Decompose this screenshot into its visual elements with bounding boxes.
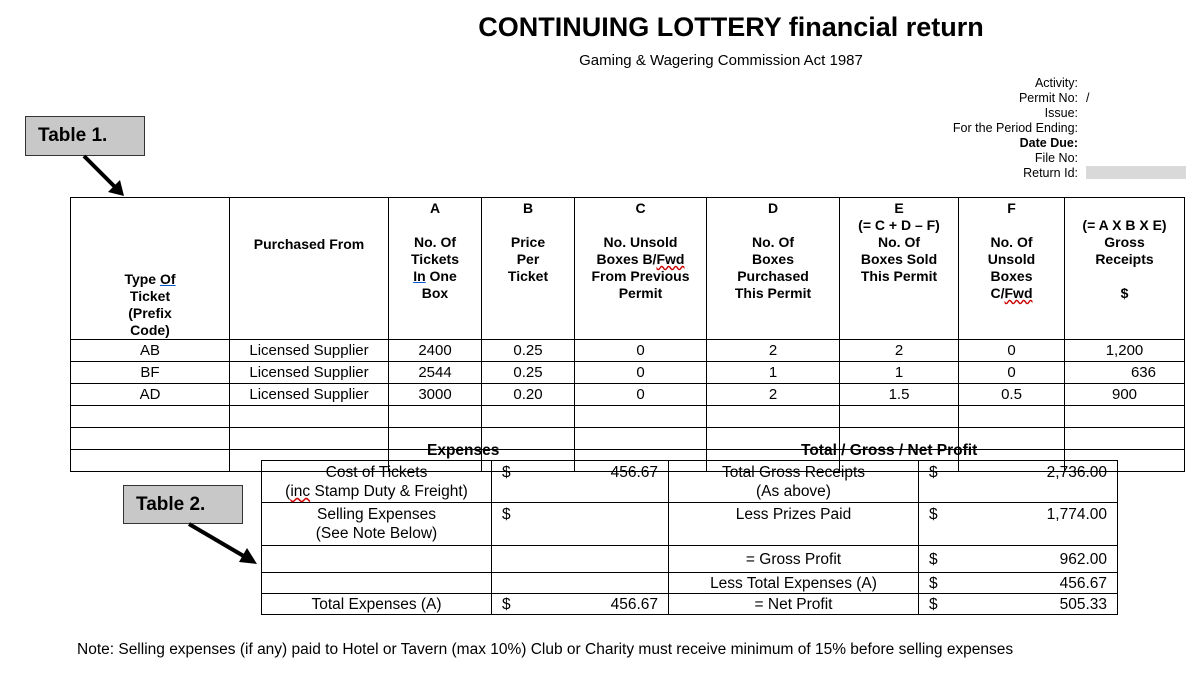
cell-type[interactable]	[71, 450, 230, 472]
label-text: Stamp Duty & Freight)	[310, 483, 468, 500]
label-text: Total Gross Receipts	[722, 464, 865, 481]
label-text: (See Note Below)	[315, 525, 438, 542]
cell-e[interactable]: 1.5	[840, 384, 959, 406]
cell-b[interactable]: 0.25	[482, 362, 575, 384]
cell-type[interactable]: AB	[71, 340, 230, 362]
cell-c[interactable]	[575, 406, 707, 428]
cell-a[interactable]: 2400	[389, 340, 482, 362]
permit-info-panel	[900, 75, 1196, 180]
info-label: Issue:	[1044, 105, 1078, 120]
return-id-field[interactable]	[1086, 166, 1186, 179]
info-value	[1086, 151, 1186, 164]
ticket-summary-table	[70, 197, 1185, 472]
table2-arrow-icon	[185, 520, 261, 568]
header-text: E	[894, 200, 904, 216]
cell-e[interactable]	[840, 406, 959, 428]
header-text: Fwd	[656, 251, 685, 267]
header-purchased-from: Purchased From	[230, 198, 389, 340]
cost-of-tickets-amount: 456.67	[610, 464, 658, 481]
cell-c[interactable]: 0	[575, 362, 707, 384]
header-text: Ticket	[507, 268, 549, 284]
table-row	[71, 384, 1185, 406]
selling-expenses-cell[interactable]	[492, 503, 669, 546]
header-text: Boxes	[990, 268, 1033, 284]
header-text: No. Unsold	[603, 234, 678, 250]
info-label: For the Period Ending:	[952, 120, 1078, 135]
expenses-profit-table	[261, 460, 1118, 615]
header-col-e	[840, 198, 959, 340]
header-text: No. Of	[752, 234, 794, 250]
table-row	[71, 362, 1185, 384]
header-text: Boxes B/	[596, 251, 657, 267]
info-value: /	[1086, 91, 1090, 105]
currency-symbol: $	[929, 595, 938, 613]
table-header-row	[71, 198, 1185, 340]
currency-symbol: $	[929, 464, 938, 481]
cell-c[interactable]	[575, 428, 707, 450]
header-text: Type	[124, 271, 160, 287]
header-text: Box	[421, 285, 449, 301]
selling-expenses-note: Note: Selling expenses (if any) paid to Hotel or Tavern (max 10%) Club or Charity must receive minimum of 15% before selling expenses	[77, 641, 1014, 658]
currency-symbol: $	[502, 464, 511, 481]
less-total-expenses-label: Less Total Expenses (A)	[669, 573, 919, 594]
table-row	[262, 594, 1118, 615]
cell-f[interactable]	[959, 406, 1065, 428]
header-text: One	[425, 268, 457, 284]
label-text: inc	[290, 483, 311, 500]
gross-profit-label: = Gross Profit	[669, 546, 919, 573]
header-text: C	[635, 200, 646, 216]
total-expenses-amount: 456.67	[610, 595, 658, 613]
cell-b[interactable]: 0.25	[482, 340, 575, 362]
cell-d[interactable]: 2	[707, 340, 840, 362]
info-value	[1086, 106, 1186, 119]
info-row-return-id	[900, 165, 1196, 180]
header-col-c	[575, 198, 707, 340]
info-row-date-due	[900, 135, 1196, 150]
page-subtitle: Gaming & Wagering Commission Act 1987	[579, 52, 863, 69]
header-type-of-ticket	[71, 198, 230, 340]
table-row	[262, 573, 1118, 594]
cell-e[interactable]: 1	[840, 362, 959, 384]
info-label: Return Id:	[1023, 165, 1078, 180]
header-text: Price	[510, 234, 546, 250]
header-col-d	[707, 198, 840, 340]
cell-gross[interactable]	[1065, 406, 1185, 428]
header-text: Receipts	[1095, 251, 1154, 267]
header-col-a	[389, 198, 482, 340]
table-row	[262, 503, 1118, 546]
header-col-f	[959, 198, 1065, 340]
currency-symbol: $	[502, 506, 511, 523]
cost-of-tickets-label	[262, 461, 492, 503]
gross-profit-cell[interactable]	[919, 546, 1118, 573]
header-text: Purchased	[737, 268, 809, 284]
cell-purchased-from[interactable]: Licensed Supplier	[230, 384, 389, 406]
info-value	[1086, 136, 1186, 149]
label-text: (As above)	[756, 483, 831, 500]
empty-cell[interactable]	[262, 573, 492, 594]
header-text: Permit	[618, 285, 663, 301]
header-text: Fwd	[1004, 285, 1033, 301]
header-text: No. Of	[878, 234, 920, 250]
empty-cell[interactable]	[492, 546, 669, 573]
label-text: (	[285, 483, 291, 500]
header-text: $	[1120, 285, 1129, 301]
cell-a[interactable]: 3000	[389, 384, 482, 406]
expenses-heading: Expenses	[427, 442, 500, 459]
cell-purchased-from[interactable]	[230, 406, 389, 428]
total-gross-receipts-amount: 2,736.00	[1046, 464, 1107, 481]
cell-gross[interactable]: 636	[1065, 362, 1185, 384]
header-text: Boxes	[751, 251, 795, 267]
info-label: Activity:	[1034, 75, 1078, 90]
header-text: Of	[159, 271, 176, 287]
table-row	[262, 461, 1118, 503]
header-text: Ticket	[129, 288, 171, 304]
header-text: (= C + D – F)	[858, 217, 940, 233]
cell-f[interactable]: 0.5	[959, 384, 1065, 406]
cell-a[interactable]: 2544	[389, 362, 482, 384]
currency-symbol: $	[502, 595, 511, 613]
cost-of-tickets-cell[interactable]	[492, 461, 669, 503]
net-profit-cell[interactable]	[919, 594, 1118, 615]
header-text: In	[413, 268, 426, 284]
cell-d[interactable]: 2	[707, 384, 840, 406]
less-prizes-paid-cell[interactable]	[919, 503, 1118, 546]
header-text: B	[522, 200, 534, 216]
selling-expenses-label	[262, 503, 492, 546]
cell-c[interactable]: 0	[575, 384, 707, 406]
empty-cell[interactable]	[492, 573, 669, 594]
cell-gross[interactable]	[1065, 428, 1185, 450]
header-text: Tickets	[411, 251, 459, 267]
profit-heading: Total / Gross / Net Profit	[801, 442, 978, 459]
cell-gross[interactable]: 1,200	[1065, 340, 1185, 362]
total-gross-receipts-label	[669, 461, 919, 503]
less-prizes-paid-amount: 1,774.00	[1046, 506, 1107, 523]
header-text: (Prefix	[128, 305, 172, 321]
total-expenses-label: Total Expenses (A)	[262, 594, 492, 615]
info-row-period-ending	[900, 120, 1196, 135]
info-label: Date Due:	[1019, 135, 1078, 150]
less-total-expenses-cell[interactable]	[919, 573, 1118, 594]
table-row	[71, 428, 1185, 450]
header-text: No. Of	[414, 234, 456, 250]
info-row-activity	[900, 75, 1196, 90]
cell-c[interactable]: 0	[575, 340, 707, 362]
cell-type[interactable]: BF	[71, 362, 230, 384]
header-text: C/	[990, 285, 1005, 301]
info-row-issue	[900, 105, 1196, 120]
header-text: Unsold	[987, 251, 1036, 267]
currency-symbol: $	[929, 550, 938, 568]
header-text: From Previous	[591, 268, 690, 284]
gross-profit-amount: 962.00	[1059, 550, 1107, 568]
cell-type[interactable]: AD	[71, 384, 230, 406]
cell-purchased-from[interactable]: Licensed Supplier	[230, 340, 389, 362]
header-text: Gross	[1104, 234, 1145, 250]
cell-gross[interactable]: 900	[1065, 384, 1185, 406]
table2-callout: Table 2.	[123, 485, 243, 524]
header-text: F	[1007, 200, 1016, 216]
header-gross-receipts	[1065, 198, 1185, 340]
cell-d[interactable]	[707, 406, 840, 428]
header-text: This Permit	[860, 268, 938, 284]
header-col-b	[482, 198, 575, 340]
cell-d[interactable]: 1	[707, 362, 840, 384]
info-value	[1086, 121, 1186, 134]
net-profit-amount: 505.33	[1059, 595, 1107, 613]
cell-purchased-from[interactable]: Licensed Supplier	[230, 362, 389, 384]
cell-purchased-from[interactable]	[230, 428, 389, 450]
table-row	[71, 406, 1185, 428]
cell-e[interactable]: 2	[840, 340, 959, 362]
cell-f[interactable]: 0	[959, 362, 1065, 384]
header-text: This Permit	[734, 285, 812, 301]
table-row	[71, 340, 1185, 362]
page-title: CONTINUING LOTTERY financial return	[478, 12, 984, 42]
header-text: (= A X B X E)	[1082, 217, 1167, 233]
info-row-permit-no	[900, 90, 1196, 105]
header-text: A	[429, 200, 441, 216]
info-value	[1086, 76, 1186, 89]
less-prizes-paid-label: Less Prizes Paid	[669, 503, 919, 546]
header-text: Code)	[130, 322, 170, 338]
total-gross-receipts-cell[interactable]	[919, 461, 1118, 503]
info-label: Permit No:	[1018, 90, 1078, 105]
cell-b[interactable]	[482, 406, 575, 428]
cell-b[interactable]: 0.20	[482, 384, 575, 406]
empty-cell[interactable]	[262, 546, 492, 573]
cell-type[interactable]	[71, 406, 230, 428]
selling-expenses-amount	[558, 505, 658, 524]
cell-type[interactable]	[71, 428, 230, 450]
net-profit-label: = Net Profit	[669, 594, 919, 615]
cell-a[interactable]	[389, 406, 482, 428]
cell-f[interactable]: 0	[959, 340, 1065, 362]
table-row	[262, 546, 1118, 573]
total-expenses-cell[interactable]	[492, 594, 669, 615]
header-text: Boxes Sold	[860, 251, 938, 267]
info-label: File No:	[1034, 150, 1078, 165]
label-text: Selling Expenses	[317, 506, 436, 523]
header-text: D	[767, 200, 779, 216]
header-text: Per	[516, 251, 540, 267]
table1-callout: Table 1.	[25, 116, 145, 156]
label-text: Cost of Tickets	[325, 464, 428, 481]
info-row-file-no	[900, 150, 1196, 165]
table1-arrow-icon	[80, 152, 130, 200]
currency-symbol: $	[929, 506, 938, 523]
currency-symbol: $	[929, 574, 938, 592]
header-text: No. Of	[990, 234, 1033, 250]
less-total-expenses-amount: 456.67	[1059, 574, 1107, 592]
